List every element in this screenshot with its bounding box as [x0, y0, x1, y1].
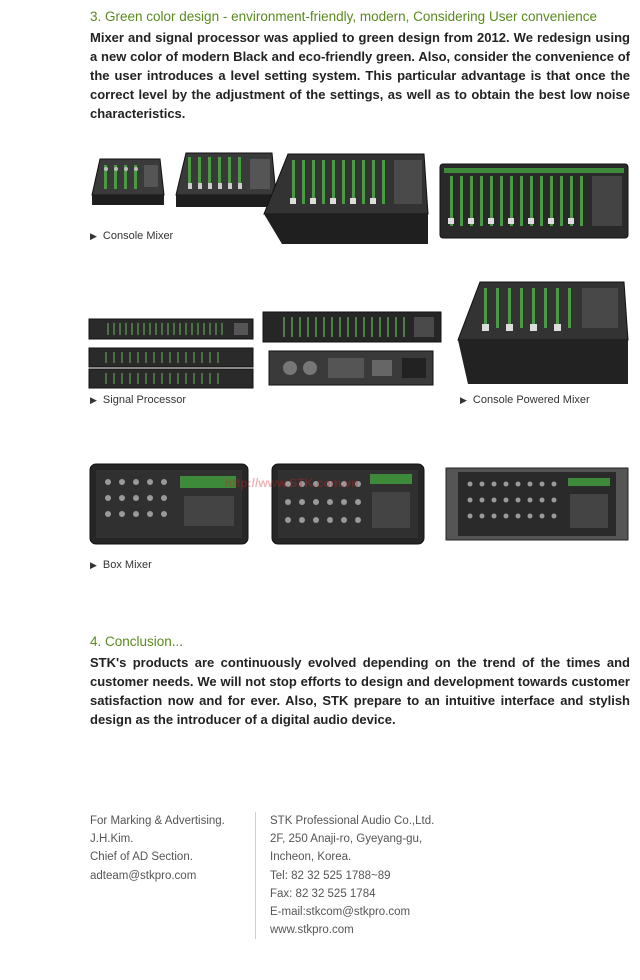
- section4-heading: 4. Conclusion...: [90, 634, 184, 649]
- footer-tel: Tel: 82 32 525 1788~89: [270, 869, 391, 882]
- box-mixer-rack-image: [444, 466, 630, 542]
- caption-signal-processor: ▶ Signal Processor: [90, 394, 187, 406]
- console-mixer-small-image: [90, 155, 166, 207]
- triangle-right-icon: ▶: [90, 560, 97, 570]
- signal-processor-rack-2-image: [88, 347, 254, 389]
- footer-left-line: J.H.Kim.: [90, 833, 134, 846]
- footer-left-email[interactable]: adteam@stkpro.com: [90, 869, 197, 882]
- footer-left-line: For Marking & Advertising.: [90, 815, 225, 827]
- section3-paragraph: Mixer and signal processor was applied to green design from 2012. We redesign using a new color of modern Black and eco-friendly green. Also, consider the convenience of the user introduces a level setting system. This particular advantage is that once the correct level by the adjustment of the settings, as well as to obtain the best low noise characteristics.: [90, 30, 630, 121]
- console-mixer-xl-image: [438, 162, 630, 240]
- footer-fax: Fax: 82 32 525 1784: [270, 887, 376, 900]
- triangle-right-icon: ▶: [460, 395, 467, 405]
- footer-website-link[interactable]: www.stkpro.com: [270, 924, 354, 937]
- triangle-right-icon: ▶: [90, 395, 97, 405]
- section4-paragraph: STK's products are continuously evolved depending on the trend of the times and customer needs. We will not stop efforts to design and development towards customer satisfaction now and for ever. Also, STK prepare to an intuitive interface and stylish design as the introducer of a digital audio device.: [90, 655, 630, 727]
- signal-processor-rear-image: [268, 350, 434, 386]
- footer-email[interactable]: E-mail:stkcom@stkpro.com: [270, 906, 411, 919]
- watermark: http://www.STK.com.vn: [225, 476, 359, 490]
- signal-processor-rack-3-image: [262, 311, 442, 343]
- footer-left-line: Chief of AD Section.: [90, 851, 193, 864]
- console-powered-mixer-image: [454, 278, 630, 388]
- triangle-right-icon: ▶: [90, 231, 97, 241]
- box-mixer-2-image: [270, 462, 426, 546]
- caption-box-mixer: ▶ Box Mixer: [90, 559, 152, 571]
- box-mixer-1-image: [88, 462, 250, 546]
- signal-processor-rack-1-image: [88, 318, 254, 340]
- footer-address-line: 2F, 250 Anaji-ro, Gyeyang-gu,: [270, 833, 423, 846]
- footer-contact-left: [90, 812, 250, 885]
- caption-console-powered-mixer: ▶ Console Powered Mixer: [460, 394, 590, 406]
- section3-heading: 3. Green color design - environment-friendly, modern, Considering User convenience: [90, 9, 598, 24]
- footer-address-line: Incheon, Korea.: [270, 851, 352, 864]
- caption-console-mixer: ▶ Console Mixer: [90, 230, 174, 242]
- footer-company-name: STK Professional Audio Co.,Ltd.: [270, 815, 435, 827]
- console-mixer-large-image: [262, 150, 430, 248]
- footer-contact-right: [255, 812, 510, 939]
